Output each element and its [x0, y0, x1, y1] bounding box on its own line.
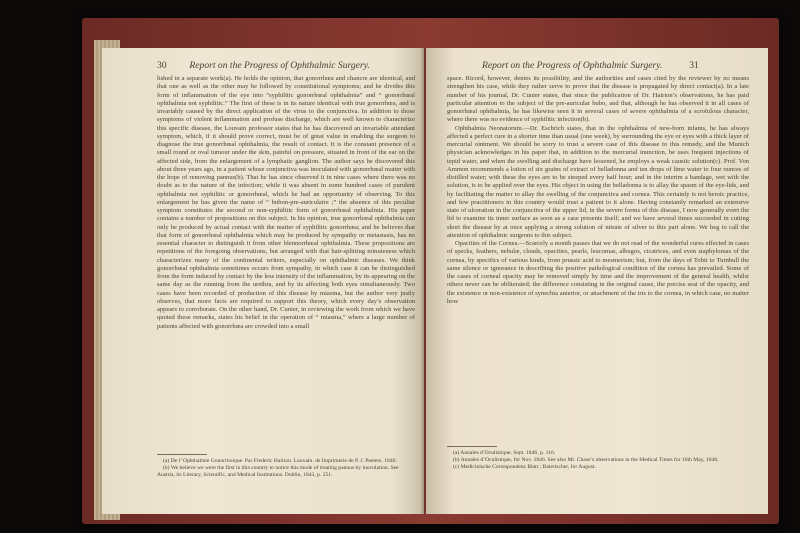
right-paragraph: Opacities of the Cornea.—Scarcely a month passes that we do not read of the wonderful cures effected in cases of specks, feathers, nebulæ, clouds, opacities, pearls, leucomas, albugos, cicatrices, and even staphylomas of the cornea, by specifics of various kinds, from prussic acid to mesmerism; but, from the days of Tobit to Turnbull the same silence or ignorance in describing the positive pathological condition of the cornea has prevailed. Some of the cases of corneal opacity may be removed simply by time and the improvement of the general health, whilst others never can be obliterated; the difference consisting in the original cause, the precise seat of the opacity, and the existence or non-existence of synechia anterior, or attachment of the iris to the cornea, in which case, no matter how: [447, 240, 749, 305]
right-footnote-rule: [447, 446, 497, 447]
right-page-number: 31: [689, 60, 699, 71]
right-page-header: [482, 60, 699, 71]
right-page: [426, 48, 768, 514]
right-footnote-a: (a) Annales d’Oculistique. Sept. 1846, p. 116.: [453, 450, 556, 456]
open-book: [82, 18, 779, 524]
left-page-header: [157, 60, 370, 71]
left-footnotes: [157, 458, 415, 480]
left-footnote-rule: [157, 454, 207, 455]
left-page: [102, 48, 424, 514]
right-footnotes: [447, 450, 749, 472]
left-paragraph: lished in a separate work(a). He holds the opinion, that gonorrhœa and chancre are identical, and that one as well as the other may be followed by constitutional symptoms; and he divides this form of inflammation of the eye into “syphilitic gonorrhœal ophthalmia” and “ gonorrhœal ophthalmia not syphilitic.” The first of these is in its nature identical with true gonorrhœa, and is invariably caused by the direct application of the virus to the conjunctiva. In addition to those symptoms of violent inflammation and profuse discharge, which are well known to characterize this specific disease, the Louvain professor states that he has discovered an invariable attendant symptom, which, if it should prove correct, must be of great value in enabling the surgeon to diagnose the true gonorrhœal ophthalmia, the result of contact. It is the constant presence of a small round or oval tumour under the skin, painful on pressure, situated in front of the ear on the affected side, from the enlargement of a lymphatic ganglion. The author says he discovered this about three years ago, in a patient whose conjunctiva was inoculated with gonorrhœal matter with the hope of removing pannus(b). That he has since observed it in nine cases where there was no doubt as to the nature of the infection; while it was absent in some hundred cases of purulent ophthalmia not syphilitic or gonorrhœal, which he had an opportunity of observing. To this enlargement he has given the name of “ bubon-pre-auriculaire ;” the absence of this peculiar symptom constitutes the second or non-syphilitic form of gonorrhœal ophthalmia. His paper contains a number of propositions on this subject. In his opinion, true gonorrhœal ophthalmia can only be produced by actual contact with the matter of syphilitic gonorrhœa; and he believes that that form of gonorrhœal ophthalmia which may be produced by sympathy or metastasis, has no essential character to distinguish it from other blennorrhœal ophthalmia. These propositions are repetitions of the foregoing observations, but arranged with that hair-splitting minuteness which characterizes many of the continental writers, especially on ophthalmic diseases. We think gonorrhœal ophthalmia sometimes occurs from sympathy, in which case it can be distinguished from the form induced by contact by the less intensity of the inflammation, by its appearing on the same day as the running from the urethra, and by its affecting both eyes simultaneously. Two cases have been recorded of production of this disease by miasma, but the author very justly observes, that more facts are required to support this theory, which every day’s observation appears to corroborate. On the other hand, Dr. Cunier, in reviewing the work from which we have quoted these remarks, states his belief in the operation of “ miasma,” where a large number of patients affected with gonorrhœa are crowded into a small: [157, 75, 415, 330]
right-running-head: Report on the Progress of Ophthalmic Surgery.: [482, 60, 663, 71]
left-footnote-a: (a) De l’ Ophthalmie Gonorrhoique. Par Frederic Hairion. Louvain. de Imprimerie de P. J. Peeters. 1846.: [163, 458, 397, 464]
right-paragraph: space. Ricord, however, denies its possibility, and the authorities and cases cited by the reviewer by no means strengthen his case, while they rather serve to prove that the disease is propagated by direct contact(a). In a late number of his journal, Dr. Cunier states, that since the publication of Dr. Hairion’s observations, he has paid particular attention to the subject of the pre-auricular bubo, and that, although he has observed it in all cases of gonorrhœal ophthalmia, he has likewise seen it in several cases of severe ophthalmia of a scrofulous character, where there was no evidence of syphilitic infection(b).: [447, 75, 749, 124]
right-footnote-b: (b) Annales d’Oculistique, for Nov. 1846. See also Mr. Chase’s observations in the Medical Times for 16th May, 1846.: [453, 457, 719, 464]
left-page-number: 30: [157, 60, 167, 71]
left-footnote-b: (b) We believe we were the first in this country to notice this mode of treating pannus by inoculation. See Austria, its Literary, Scientific, and Medical Institutions. Dublin, 1843, p. 251.: [157, 465, 399, 479]
right-page-body: [447, 75, 749, 306]
right-footnote-c: (c) Medicinische Correspondenz Blatt ; Baierischer, for August.: [453, 464, 596, 471]
left-page-body: [157, 75, 415, 331]
right-paragraph: Ophthalmia Neonatorum.—Dr. Eschrich states, that in the ophthalmia of new-born infants, he has always affected a perfect cure in a shorter time than usual (one week), by surrounding the eye or eyes with a thick layer of mercurial ointment. We should be sorry to trust a severe case of this disease to this remedy, and the Munich physician acknowledges in his paper that, in addition to the mercurial inunction, he uses frequent injections of tepid water, and when the swelling and discharge have lessened, he employs a weak caustic solution(c). Prof. Von Ammon recommends a lotion of six grains of extract of belladonna and ten drops of lime water to four ounces of distilled water; with these the eyes are to be steeped every half hour; and in the interim a bandage, wet with the solution, is to be applied over the eyes. His object in using the belladonna is to allay the spasm of the eye-lids, and by facilitating the matter to allay the swelling of the conjunctiva and cornea. This certainly is not heroic practice, and few practitioners in this country would trust a patient to it alone. Having constantly remarked an extensive state of ulceration in the conjunctiva of the upper lid, in the severe forms of this disease, I now generally evert the lid to examine its inner surface as soon as a case presents itself; and we have several times succeeded in cutting short the disease by at once applying a strong solution of nitrate of silver to this part alone. We beg to call the attention of ophthalmic surgeons to this subject.: [447, 124, 749, 239]
left-running-head: Report on the Progress of Ophthalmic Surgery.: [189, 60, 370, 71]
